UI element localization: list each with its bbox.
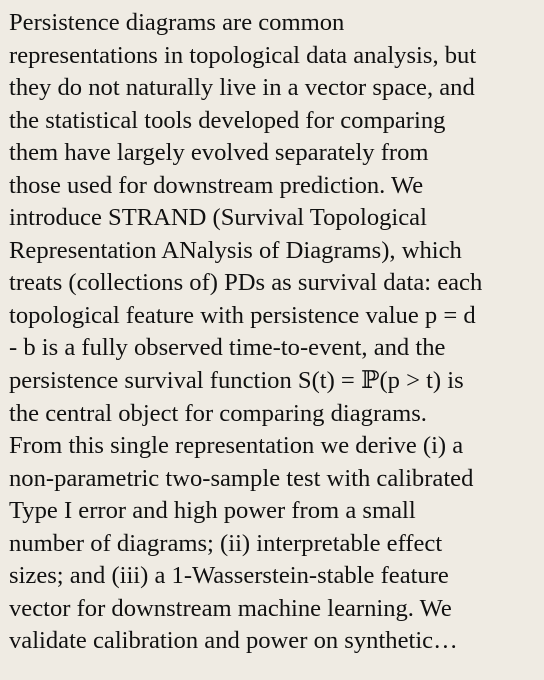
abstract-line: vector for downstream machine learning. We (9, 594, 452, 622)
abstract-line: non-parametric two-sample test with calibrated (9, 464, 474, 492)
abstract-line: topological feature with persistence value p = d (9, 301, 476, 329)
abstract-line: them have largely evolved separately from (9, 139, 429, 167)
abstract-line: From this single representation we derive (i) a (9, 432, 464, 460)
abstract-line: those used for downstream prediction. We (9, 171, 424, 199)
abstract-line: treats (collections of) PDs as survival data: each (9, 269, 483, 297)
abstract-line: - b is a fully observed time-to-event, and the (9, 334, 446, 362)
abstract-line: sizes; and (iii) a 1-Wasserstein-stable feature (9, 562, 449, 590)
abstract-line: validate calibration and power on synthetic… (9, 627, 458, 655)
abstract-line: Type I error and high power from a small (9, 497, 416, 525)
abstract-line: the statistical tools developed for comparing (9, 106, 446, 134)
abstract-line: persistence survival function S(t) = ℙ(p > t) is (9, 367, 464, 395)
abstract-line: introduce STRAND (Survival Topological (9, 204, 427, 232)
abstract-line: the central object for comparing diagrams. (9, 399, 427, 427)
abstract-line: they do not naturally live in a vector space, and (9, 74, 475, 102)
abstract-paragraph (9, 7, 534, 658)
abstract-line: Persistence diagrams are common (9, 9, 345, 36)
abstract-line: representations in topological data analysis, but (9, 41, 477, 69)
abstract-line: Representation ANalysis of Diagrams), which (9, 236, 462, 264)
abstract-line: number of diagrams; (ii) interpretable effect (9, 529, 443, 557)
